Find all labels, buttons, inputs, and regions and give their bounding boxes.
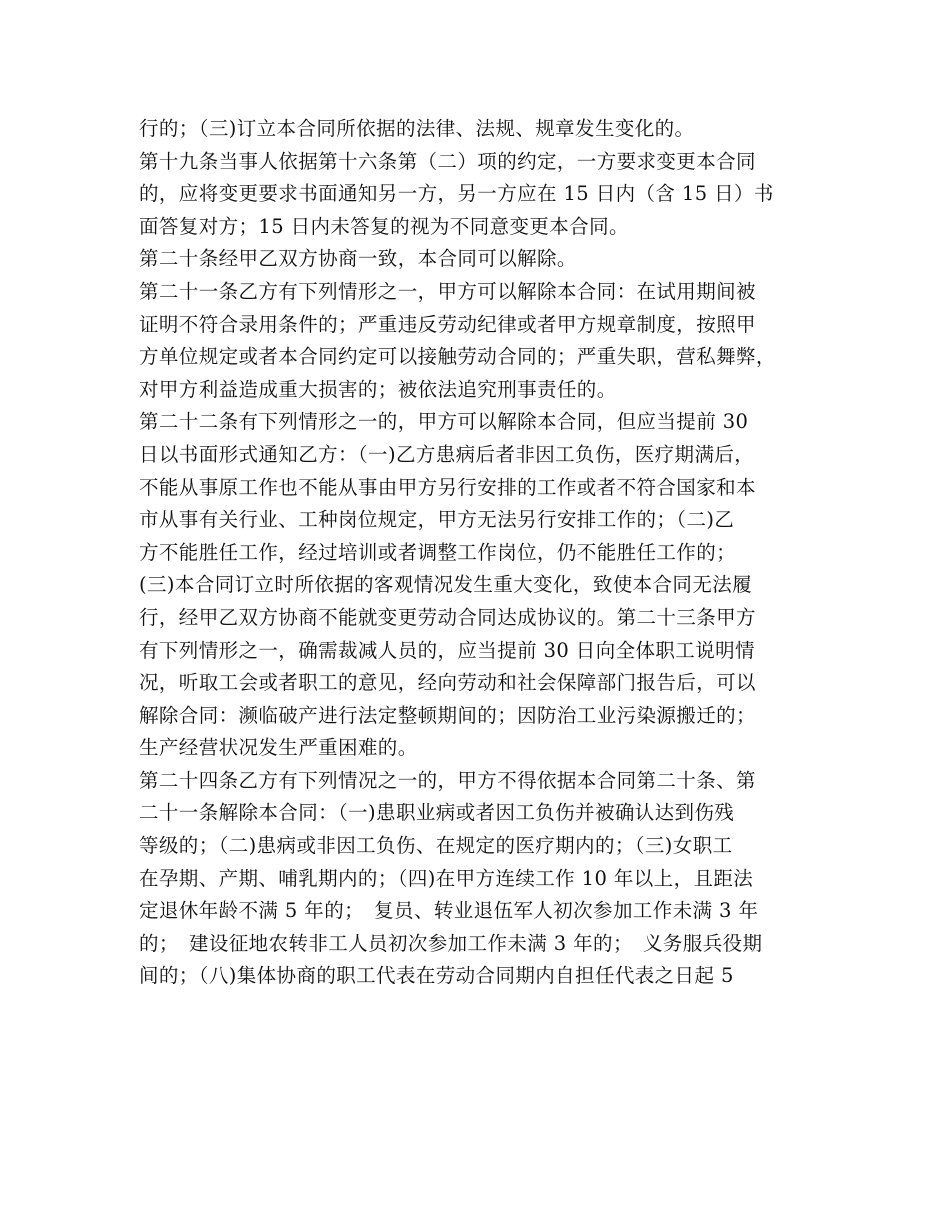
text-line: 的； 建设征地农转非工人员初次参加工作未满 3 年的； 义务服兵役期 (139, 931, 763, 955)
text-line: 定退休年龄不满 5 年的； 复员、转业退伍军人初次参加工作未满 3 年 (139, 899, 759, 923)
text-line: 的，应将变更要求书面通知另一方，另一方应在 15 日内（含 15 日）书 (139, 182, 774, 206)
text-line: 不能从事原工作也不能从事由甲方另行安排的工作或者不符合国家和本 (139, 475, 756, 499)
text-line: 解除合同：濒临破产进行法定整顿期间的；因防治工业污染源搬迁的； (139, 703, 756, 727)
text-line: 方不能胜任工作，经过培训或者调整工作岗位，仍不能胜任工作的； (139, 540, 737, 564)
text-line: 方单位规定或者本合同约定可以接触劳动合同的；严重失职，营私舞弊， (139, 345, 776, 369)
text-line: 证明不符合录用条件的；严重违反劳动纪律或者甲方规章制度，按照甲 (139, 312, 756, 336)
text-line: 第二十一条乙方有下列情形之一，甲方可以解除本合同：在试用期间被 (139, 279, 756, 303)
text-line: 有下列情形之一，确需裁减人员的，应当提前 30 日向全体职工说明情 (139, 638, 755, 662)
text-line: 对甲方利益造成重大损害的；被依法追究刑事责任的。 (139, 377, 617, 401)
text-line: (三)本合同订立时所依据的客观情况发生重大变化，致使本合同无法履 (139, 573, 753, 597)
text-line: 二十一条解除本合同：（一)患职业病或者因工负伤并被确认达到伤残 (139, 801, 735, 825)
text-line: 间的；（八)集体协商的职工代表在劳动合同期内自担任代表之日起 5 (139, 964, 734, 988)
text-line: 面答复对方；15 日内未答复的视为不同意变更本合同。 (139, 214, 629, 238)
text-line: 第二十二条有下列情形之一的，甲方可以解除本合同，但应当提前 30 (139, 410, 749, 434)
text-line: 等级的；（二)患病或非因工负伤、在规定的医疗期内的；（三)女职工 (139, 834, 733, 858)
text-line: 况，听取工会或者职工的意见，经向劳动和社会保障部门报告后，可以 (139, 671, 756, 695)
text-line: 第十九条当事人依据第十六条第（二）项的约定，一方要求变更本合同 (139, 149, 756, 173)
text-line: 第二十条经甲乙双方协商一致，本合同可以解除。 (139, 247, 577, 271)
document-body (139, 113, 819, 993)
text-line: 生产经营状况发生严重困难的。 (139, 736, 418, 760)
text-line: 第二十四条乙方有下列情况之一的，甲方不得依据本合同第二十条、第 (139, 768, 756, 792)
text-line: 行的；（三)订立本合同所依据的法律、法规、规章发生变化的。 (139, 117, 695, 140)
text-line: 行，经甲乙双方协商不能就变更劳动合同达成协议的。第二十三条甲方 (139, 605, 756, 629)
text-line: 市从事有关行业、工种岗位规定，甲方无法另行安排工作的；（二)乙 (139, 508, 735, 532)
text-line: 在孕期、产期、哺乳期内的；（四)在甲方连续工作 10 年以上，且距法 (139, 866, 754, 890)
text-line: 日以书面形式通知乙方：（一)乙方患病后者非因工负伤，医疗期满后， (139, 442, 755, 466)
